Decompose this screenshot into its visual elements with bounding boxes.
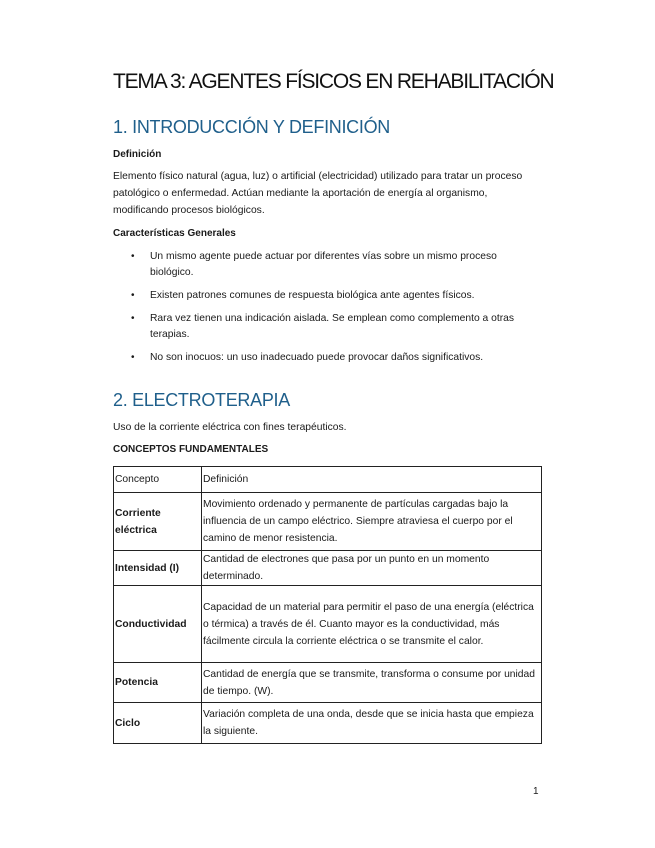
table-row [114, 586, 542, 663]
table-cell-term: Potencia [114, 663, 202, 703]
definition-label: Definición [113, 149, 162, 160]
list-item-text: Rara vez tienen una indicación aislada. Se emplean como complemento a otras terapias. [150, 313, 515, 340]
table-cell-term: Ciclo [114, 703, 202, 744]
bullet-icon: • [131, 290, 135, 301]
concepts-label: CONCEPTOS FUNDAMENTALES [113, 444, 269, 455]
bullet-icon: • [131, 313, 135, 324]
list-item [113, 249, 543, 281]
table-row [114, 551, 542, 586]
list-item-text: Existen patrones comunes de respuesta biológica ante agentes físicos. [150, 290, 475, 301]
table-row [114, 663, 542, 703]
table-cell-term: Intensidad (I) [114, 551, 202, 586]
concepts-table [113, 466, 542, 744]
table-row [114, 493, 542, 551]
table-cell-term: Conductividad [114, 586, 202, 663]
bullet-icon: • [131, 352, 135, 363]
characteristics-label: Características Generales [113, 228, 236, 239]
section-heading-electroterapia: 2. ELECTROTERAPIA [113, 390, 290, 410]
list-item [113, 288, 543, 304]
table-header-definicion: Definición [202, 467, 542, 493]
table-header-row [114, 467, 542, 493]
bullet-icon: • [131, 251, 135, 262]
table-cell-definition: Cantidad de electrones que pasa por un punto en un momento determinado. [202, 551, 542, 586]
page-number: 1 [533, 786, 539, 797]
table-cell-definition: Capacidad de un material para permitir el paso de una energía (eléctrica o térmica) a través de él. Cuanto mayor es la conductividad, más fácilmente circula la corriente eléctrica o se transmite el calor. [202, 586, 542, 663]
list-item [113, 311, 543, 343]
characteristics-list [113, 249, 543, 373]
list-item-text: No son inocuos: un uso inadecuado puede provocar daños significativos. [150, 352, 484, 363]
table-cell-definition: Movimiento ordenado y permanente de partículas cargadas bajo la influencia de un campo eléctrico. Siempre atraviesa el cuerpo por el camino de menor resistencia. [202, 493, 542, 551]
table-cell-term: Corriente eléctrica [114, 493, 202, 551]
table-cell-definition: Variación completa de una onda, desde que se inicia hasta que empieza la siguiente. [202, 703, 542, 744]
list-item [113, 350, 543, 366]
electroterapia-intro: Uso de la corriente eléctrica con fines terapéuticos. [113, 422, 347, 433]
section-heading-introduccion: 1. INTRODUCCIÓN Y DEFINICIÓN [113, 117, 390, 137]
list-item-text: Un mismo agente puede actuar por diferentes vías sobre un mismo proceso biológico. [150, 251, 497, 278]
table-row [114, 703, 542, 744]
table-cell-definition: Cantidad de energía que se transmite, transforma o consume por unidad de tiempo. (W). [202, 663, 542, 703]
table-header-concepto: Concepto [114, 467, 202, 493]
document-title: TEMA 3: AGENTES FÍSICOS EN REHABILITACIÓN [113, 70, 554, 93]
definition-text: Elemento físico natural (agua, luz) o artificial (electricidad) utilizado para tratar un proceso patológico o enfermedad. Actúan mediante la aportación de energía al organismo, modificando procesos biológicos. [113, 171, 523, 216]
